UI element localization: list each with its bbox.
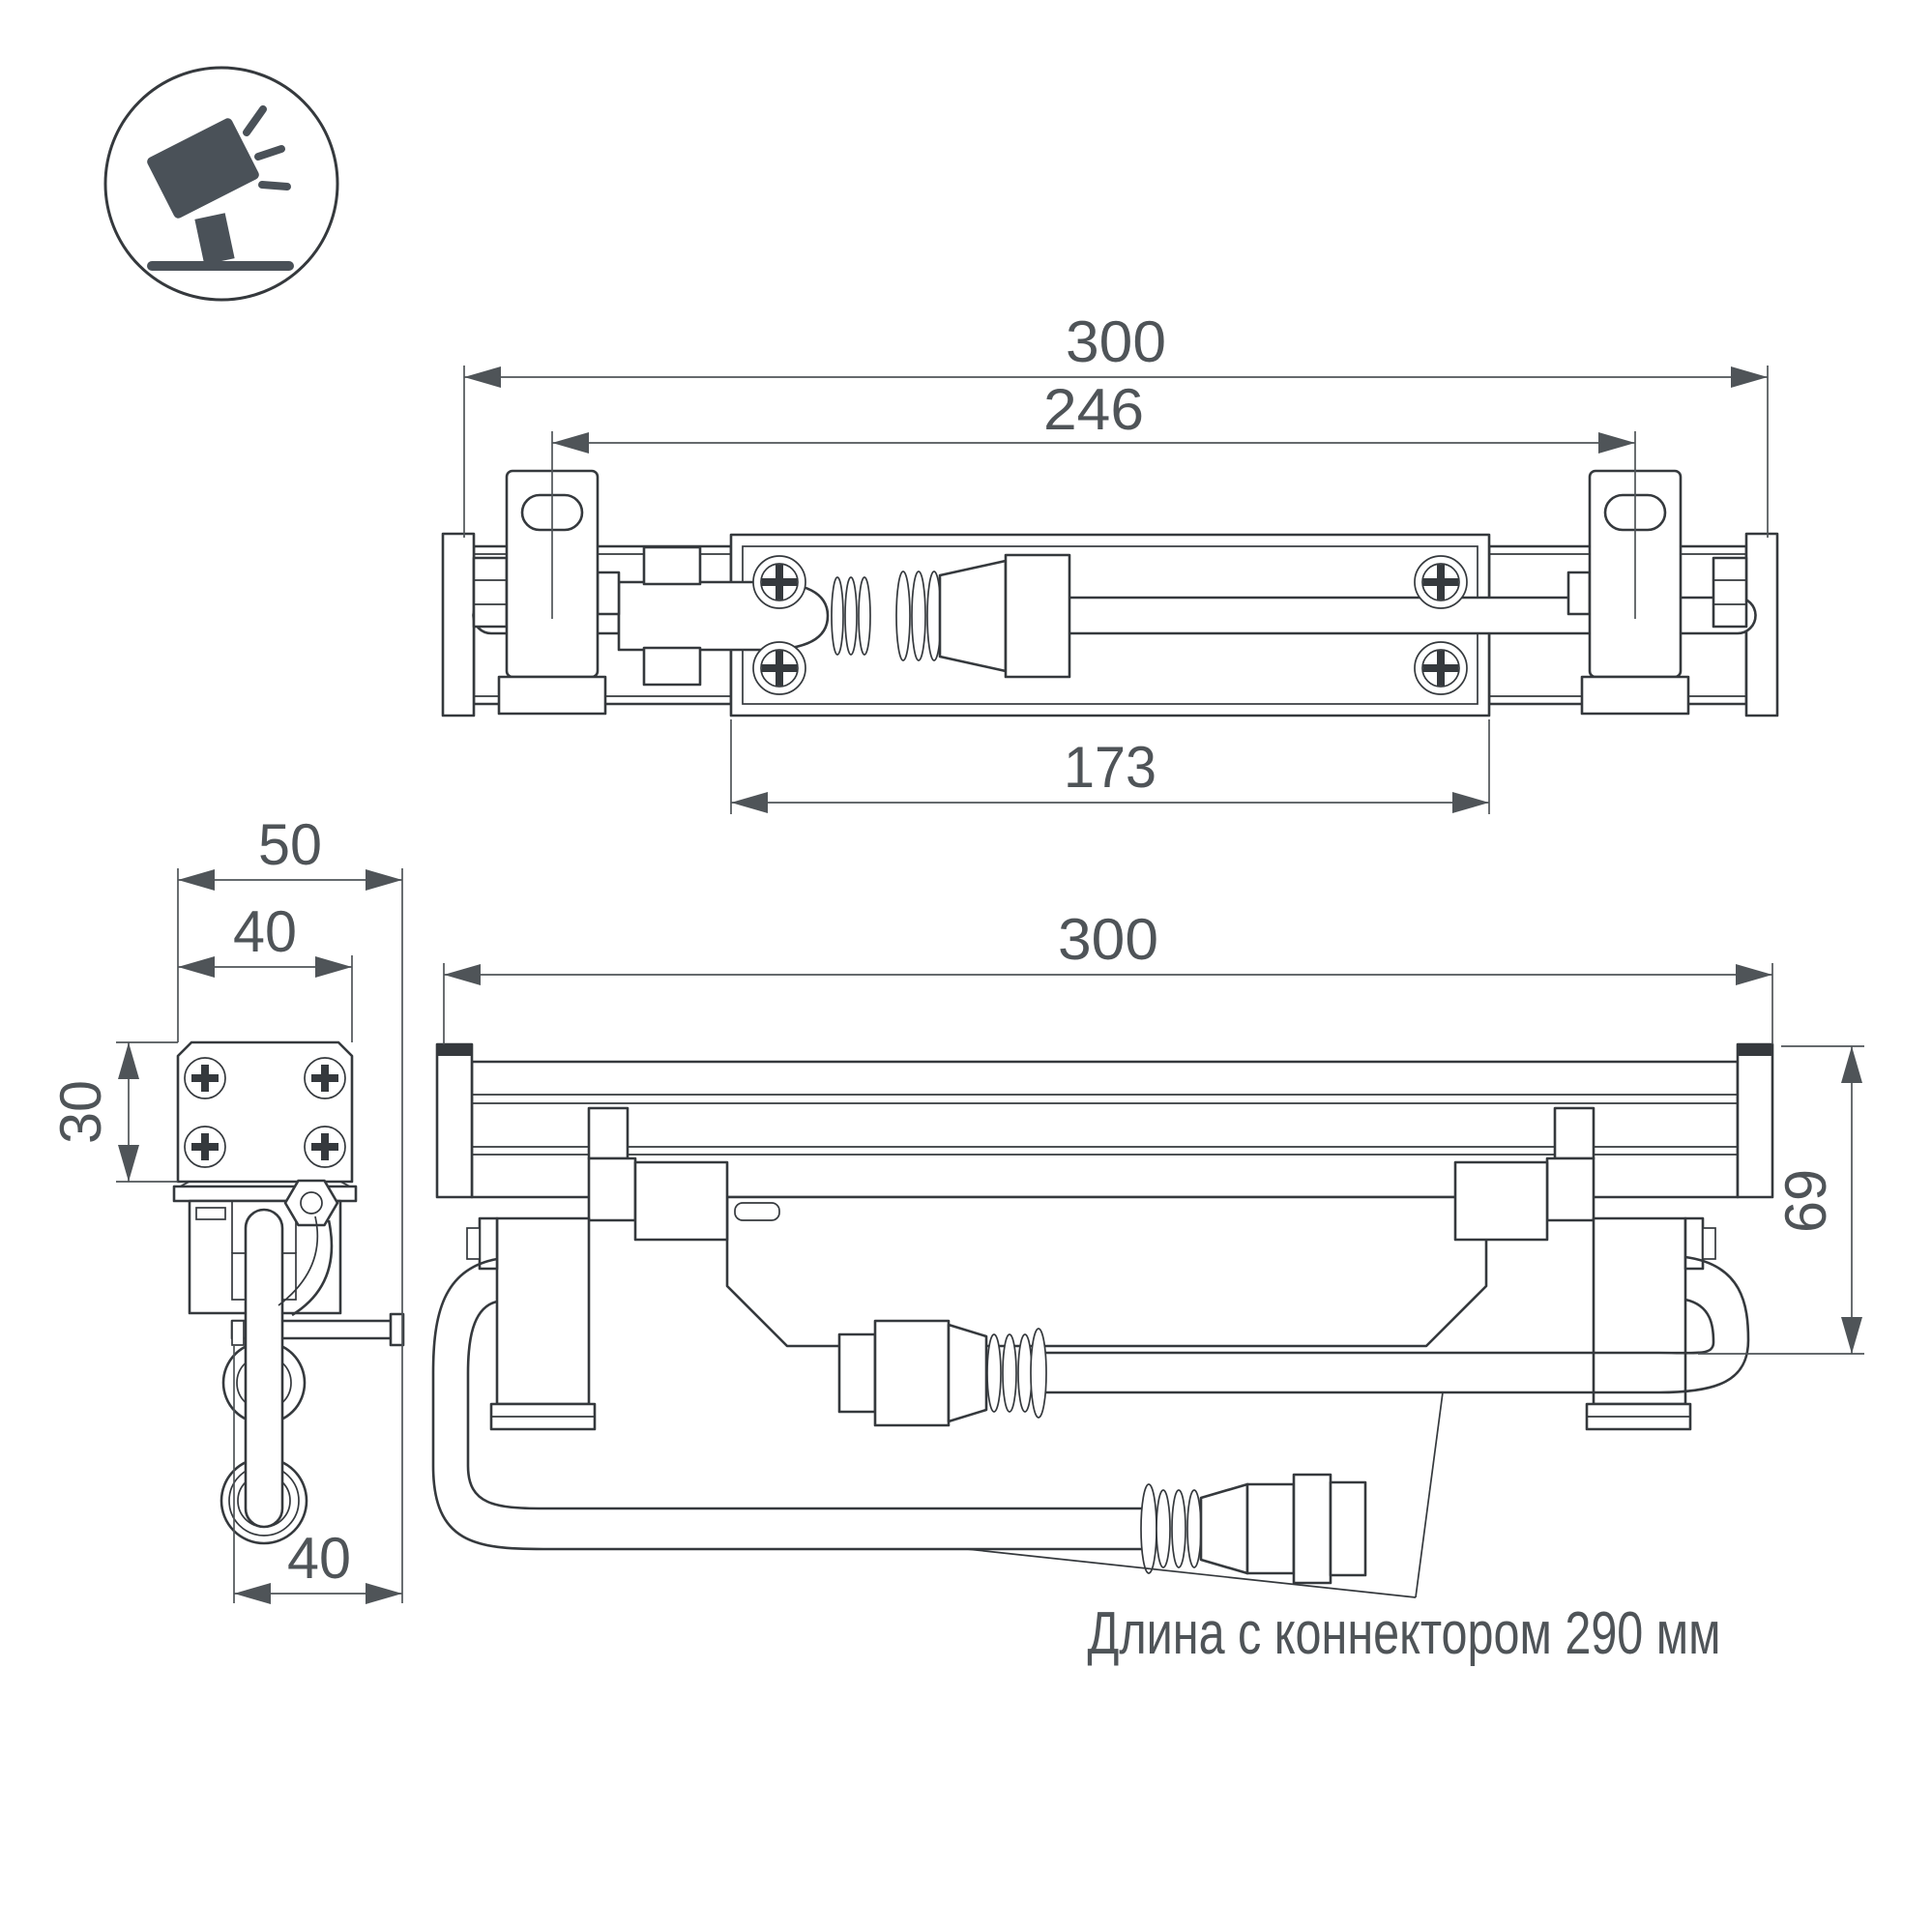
dim-label-50: 50 [258, 812, 322, 877]
phillips-screw [753, 556, 805, 608]
connector-flange [1141, 1484, 1156, 1573]
ground-line [147, 261, 294, 271]
lower-housing-front [727, 1197, 1486, 1346]
phillips-screw [1415, 642, 1467, 694]
housing-tab [735, 1203, 779, 1220]
connector-rib [896, 571, 910, 660]
clamp-mid [589, 1158, 635, 1220]
dim-label-69: 69 [1773, 1168, 1838, 1233]
phillips-screw [305, 1127, 345, 1167]
dim-label-40-top: 40 [233, 899, 297, 964]
clamp-block [635, 1162, 727, 1240]
foot-plate-step [232, 1321, 244, 1345]
pivot-washer [467, 1228, 480, 1259]
connector-rib [859, 577, 870, 655]
connector-rib [1018, 1334, 1032, 1412]
cable-section [246, 1210, 282, 1527]
bracket-nut-stub [598, 572, 619, 614]
annotation-leader [967, 1392, 1443, 1597]
side-section-view [48, 812, 403, 1604]
connector-body [875, 1321, 949, 1425]
connector-rib [832, 577, 843, 655]
clamp-notch [196, 1208, 225, 1219]
connector-rib [845, 577, 857, 655]
connector-cone [1201, 1484, 1247, 1573]
phillips-screw [185, 1127, 225, 1167]
bracket-foot [499, 677, 605, 714]
clamp-hook [1555, 1108, 1594, 1158]
foot-plate-end-tab [391, 1314, 403, 1345]
end-cap-gasket [437, 1044, 472, 1056]
pivot-washer [1703, 1228, 1715, 1259]
cable-length-annotation: Длина с коннектором 290 мм [1087, 1600, 1721, 1667]
front-view [433, 907, 1864, 1667]
end-cap-left-front [437, 1044, 472, 1197]
connector-latch-top [644, 547, 700, 584]
connector-rib [912, 571, 925, 660]
phillips-screw [1415, 556, 1467, 608]
end-cap-gasket [1738, 1044, 1772, 1056]
dimension-body-height [48, 1042, 178, 1182]
dimension-front-overall [444, 907, 1772, 1044]
clamp-block-left [474, 558, 507, 627]
bracket-nut-stub [1568, 572, 1590, 614]
connector-neck [1247, 1484, 1294, 1573]
product-type-badge [105, 68, 337, 300]
clamp-block [1455, 1162, 1547, 1240]
pivot-hole [301, 1192, 322, 1214]
cable-connector-female-nut [1006, 555, 1069, 677]
connector-bottom-front [1141, 1475, 1365, 1583]
connector-rib [987, 1334, 1001, 1412]
dim-label-30: 30 [48, 1079, 113, 1144]
driver-housing [727, 1197, 1486, 1346]
phillips-screw [305, 1058, 345, 1098]
connector-body [1294, 1475, 1331, 1583]
end-cap-right-front [1738, 1044, 1772, 1197]
dim-label-40-bottom: 40 [287, 1526, 351, 1591]
bracket-foot [1582, 677, 1688, 714]
clamp-mid [1547, 1158, 1594, 1220]
dim-label-173: 173 [1064, 735, 1156, 800]
connector-cone [949, 1325, 986, 1421]
connector-rib [1003, 1334, 1016, 1412]
connector-rib [1156, 1490, 1170, 1567]
clamp-hook [589, 1108, 628, 1158]
clamp-block-right [1713, 558, 1746, 627]
dim-label-300-top: 300 [1066, 309, 1166, 374]
cable-connector-female-cone [940, 561, 1006, 671]
bracket-arm [1594, 1218, 1685, 1404]
dimension-body-width [178, 899, 352, 1042]
dim-label-246: 246 [1043, 377, 1144, 442]
leader-line [1416, 1392, 1443, 1597]
connector-rib [1172, 1490, 1186, 1567]
dimension-housing-length [731, 719, 1489, 814]
dim-label-300-front: 300 [1058, 907, 1158, 972]
top-view [443, 309, 1777, 814]
connector-stub [839, 1334, 875, 1412]
connector-rib [1187, 1490, 1201, 1567]
connector-flange [1031, 1329, 1046, 1418]
end-cap-left [443, 534, 474, 716]
connector-latch-bottom [644, 648, 700, 685]
phillips-screw [753, 642, 805, 694]
connector-end [1331, 1482, 1365, 1575]
phillips-screw [185, 1058, 225, 1098]
light-ray-icon [262, 185, 287, 187]
bracket-arm [497, 1218, 589, 1404]
